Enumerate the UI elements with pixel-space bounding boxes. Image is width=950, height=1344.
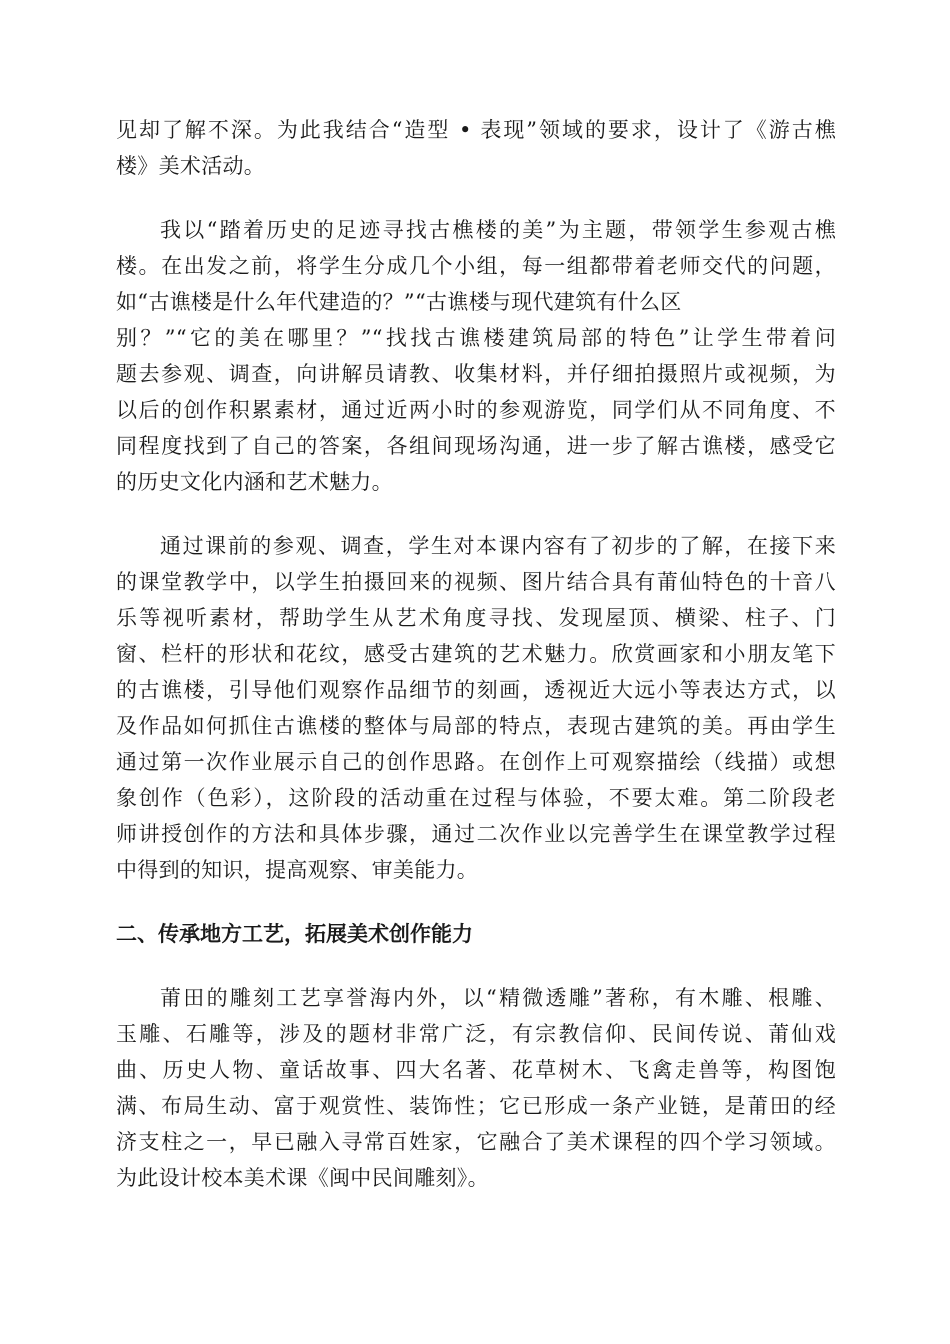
text-line: 见却了解不深。为此我结合“造型 • 表现”领域的要求，设计了《游古樵 [116, 118, 836, 142]
document-page [116, 112, 836, 1196]
text-line: 乐等视听素材，帮助学生从艺术角度寻找、发现屋顶、横梁、柱子、门 [116, 606, 836, 630]
text-line: 象创作（色彩），这阶段的活动重在过程与体验，不要太难。第二阶段老 [116, 786, 836, 810]
text-line: 师讲授创作的方法和具体步骤，通过二次作业以完善学生在课堂教学过程 [116, 822, 836, 846]
text-line: 的课堂教学中，以学生拍摄回来的视频、图片结合具有莆仙特色的十音八 [116, 570, 836, 594]
text-line: 窗、栏杆的形状和花纹，感受古建筑的艺术魅力。欣赏画家和小朋友笔下 [116, 642, 836, 666]
section-heading: 二、传承地方工艺，拓展美术创作能力 [116, 922, 473, 946]
text-line: 中得到的知识，提高观察、审美能力。 [116, 858, 479, 882]
text-line: 为此设计校本美术课《闽中民间雕刻》。 [116, 1166, 489, 1190]
text-line: 莆田的雕刻工艺享誉海内外，以“精微透雕”著称，有木雕、根雕、 [160, 986, 836, 1010]
text-line: 别？”“它的美在哪里？”“找找古谯楼建筑局部的特色”让学生带着问 [116, 326, 836, 350]
text-line: 我以“踏着历史的足迹寻找古樵楼的美”为主题，带领学生参观古樵 [160, 218, 836, 242]
text-line: 同程度找到了自己的答案，各组间现场沟通，进一步了解古谯楼，感受它 [116, 434, 836, 458]
text-line: 满、布局生动、富于观赏性、装饰性；它已形成一条产业链，是莆田的经 [116, 1094, 836, 1118]
text-line: 如“古谯楼是什么年代建造的？”“古谯楼与现代建筑有什么区 [116, 290, 682, 314]
text-line: 玉雕、石雕等，涉及的题材非常广泛，有宗教信仰、民间传说、莆仙戏 [116, 1022, 836, 1046]
text-line: 的历史文化内涵和艺术魅力。 [116, 470, 393, 494]
text-line: 曲、历史人物、童话故事、四大名著、花草树木、飞禽走兽等，构图饱 [116, 1058, 836, 1082]
text-line: 楼。在出发之前，将学生分成几个小组，每一组都带着老师交代的问题， [116, 254, 836, 278]
text-line: 及作品如何抓住古谯楼的整体与局部的特点，表现古建筑的美。再由学生 [116, 714, 836, 738]
section-paragraph [116, 980, 836, 1196]
text-line: 题去参观、调查，向讲解员请教、收集材料，并仔细拍摄照片或视频，为 [116, 362, 836, 386]
paragraph-2 [116, 212, 836, 500]
text-line: 以后的创作积累素材，通过近两小时的参观游览，同学们从不同角度、不 [116, 398, 836, 422]
text-line: 济支柱之一，早已融入寻常百姓家，它融合了美术课程的四个学习领域。 [116, 1130, 836, 1154]
text-line: 通过第一次作业展示自己的创作思路。在创作上可观察描绘（线描）或想 [116, 750, 836, 774]
paragraph-1 [116, 112, 836, 184]
paragraph-3 [116, 528, 836, 888]
text-line: 的古谯楼，引导他们观察作品细节的刻画，透视近大远小等表达方式，以 [116, 678, 836, 702]
text-line: 通过课前的参观、调查，学生对本课内容有了初步的了解，在接下来 [160, 534, 836, 558]
text-line: 楼》美术活动。 [116, 154, 266, 178]
